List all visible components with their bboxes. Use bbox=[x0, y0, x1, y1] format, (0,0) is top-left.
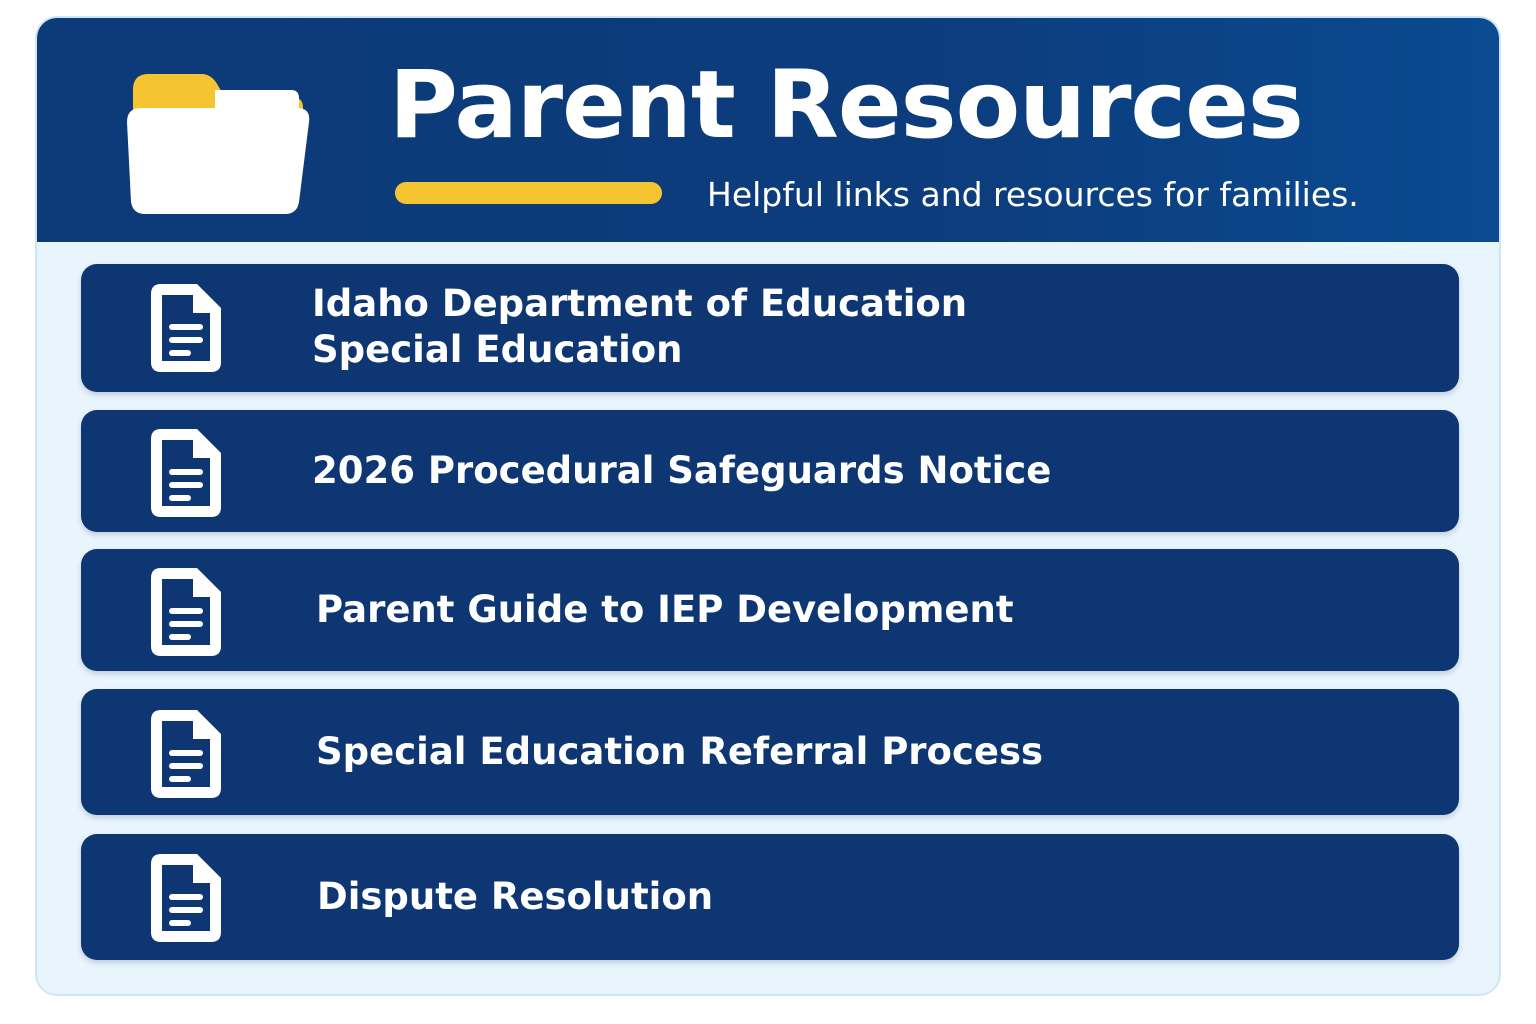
resource-label: Special Education Referral Process bbox=[316, 730, 1044, 773]
document-icon bbox=[151, 429, 221, 517]
resource-link-dispute-resolution[interactable] bbox=[81, 834, 1459, 960]
resource-label-line2: Special Education bbox=[312, 328, 683, 371]
folder-icon bbox=[123, 60, 313, 216]
resource-label: 2026 Procedural Safeguards Notice bbox=[312, 449, 1052, 492]
page-subtitle: Helpful links and resources for families. bbox=[707, 175, 1359, 214]
resource-label: Dispute Resolution bbox=[317, 875, 714, 918]
resource-link-idaho-sde[interactable] bbox=[81, 264, 1459, 392]
title-accent-bar bbox=[395, 182, 662, 204]
resource-label-line1: Idaho Department of Education bbox=[312, 282, 968, 325]
document-icon bbox=[151, 284, 221, 372]
resource-link-referral-process[interactable] bbox=[81, 689, 1459, 815]
resource-label: Parent Guide to IEP Development bbox=[316, 588, 1014, 631]
header-banner bbox=[37, 18, 1499, 242]
resource-link-procedural-safeguards[interactable] bbox=[81, 410, 1459, 532]
document-icon bbox=[151, 710, 221, 798]
resources-card bbox=[35, 16, 1501, 996]
page-title: Parent Resources bbox=[389, 51, 1303, 160]
document-icon bbox=[151, 854, 221, 942]
resource-link-iep-guide[interactable] bbox=[81, 549, 1459, 671]
document-icon bbox=[151, 568, 221, 656]
